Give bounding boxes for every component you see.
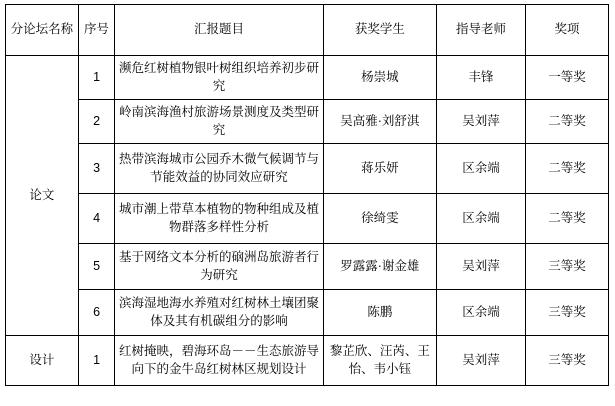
table-row [6,56,609,100]
row-title: 岭南滨海渔村旅游场景测度及类型研究 [115,100,323,144]
row-seq: 5 [78,244,114,290]
column-header-title: 汇报题目 [115,5,323,56]
row-title: 热带滨海城市公园乔木微气候调节与节能效益的协同效应研究 [115,144,323,194]
row-title: 基于网络文本分析的硇洲岛旅游者行为研究 [115,244,323,290]
row-student: 蒋乐妍 [323,144,436,194]
table-body [6,56,609,386]
table-row [6,194,609,244]
table-row [6,336,609,386]
row-prize: 一等奖 [526,56,609,100]
row-prize: 三等奖 [526,244,609,290]
row-title: 濒危红树植物银叶树组织培养初步研究 [115,56,323,100]
row-teacher: 区余端 [436,144,525,194]
row-student: 吴高雅·刘舒淇 [323,100,436,144]
column-header-student: 获奖学生 [323,5,436,56]
row-teacher: 吴刘萍 [436,100,525,144]
row-title: 城市潮上带草本植物的物种组成及植物群落多样性分析 [115,194,323,244]
row-seq: 1 [78,56,114,100]
table-row [6,244,609,290]
table-header [6,5,609,56]
row-prize: 三等奖 [526,290,609,336]
row-prize: 二等奖 [526,194,609,244]
forum-group-label: 设计 [6,336,79,386]
row-student: 黎芷欣、汪芮、王怡、韦小钰 [323,336,436,386]
row-student: 罗露露·谢金雄 [323,244,436,290]
table-row [6,290,609,336]
row-seq: 1 [78,336,114,386]
row-seq: 2 [78,100,114,144]
row-teacher: 区余端 [436,194,525,244]
row-teacher: 吴刘萍 [436,336,525,386]
row-prize: 三等奖 [526,336,609,386]
forum-group-label: 论文 [6,56,79,336]
row-prize: 二等奖 [526,144,609,194]
row-title: 红树掩映，碧海环岛－－生态旅游导向下的金牛岛红树林区规划设计 [115,336,323,386]
table-row [6,100,609,144]
table-row [6,144,609,194]
row-student: 徐绮雯 [323,194,436,244]
row-teacher: 区余端 [436,290,525,336]
column-header-prize: 奖项 [526,5,609,56]
column-header-forum: 分论坛名称 [6,5,79,56]
row-seq: 4 [78,194,114,244]
table-header-row [6,5,609,56]
row-student: 陈鹏 [323,290,436,336]
column-header-seq: 序号 [78,5,114,56]
column-header-teacher: 指导老师 [436,5,525,56]
row-student: 杨崇城 [323,56,436,100]
row-teacher: 吴刘萍 [436,244,525,290]
row-seq: 6 [78,290,114,336]
row-teacher: 丰锋 [436,56,525,100]
row-prize: 二等奖 [526,100,609,144]
award-table [5,4,609,386]
row-seq: 3 [78,144,114,194]
row-title: 滨海湿地海水养殖对红树林土壤团聚体及其有机碳组分的影响 [115,290,323,336]
